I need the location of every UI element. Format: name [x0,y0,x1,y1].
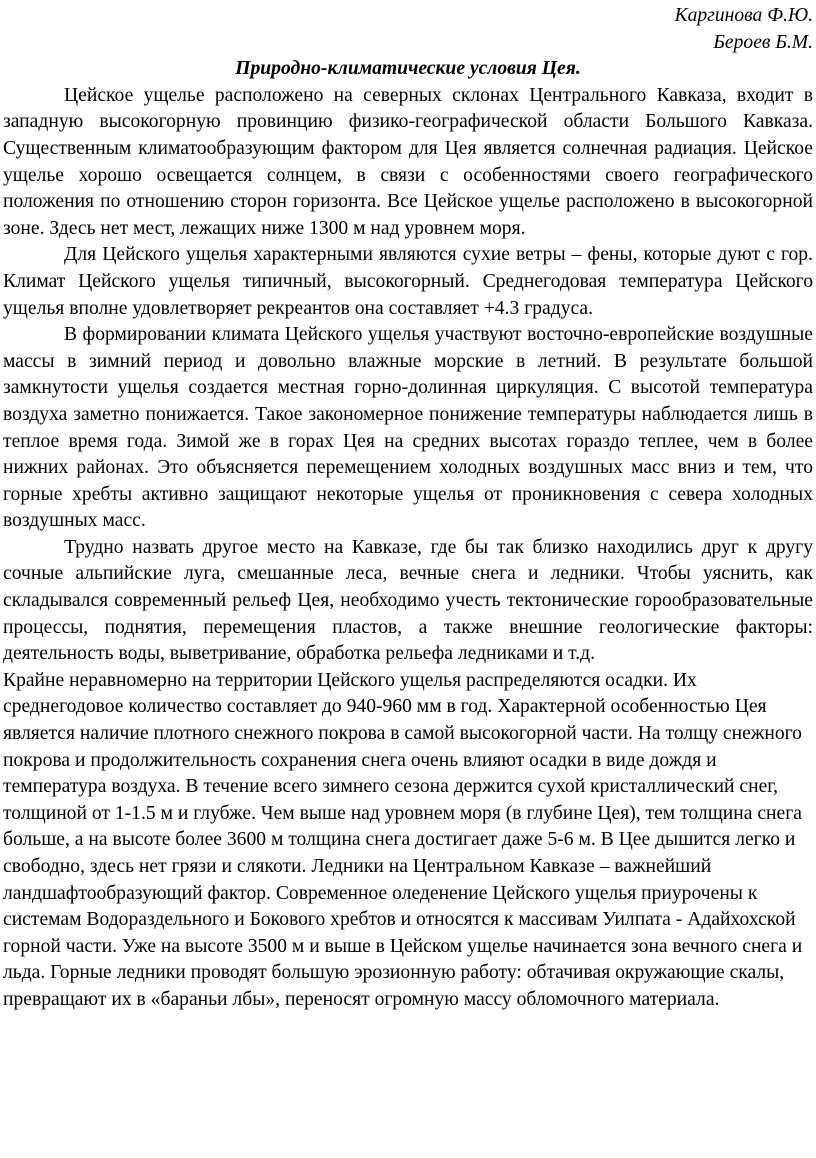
paragraph: Цейское ущелье расположено на северных склонах Центрального Кавказа, входит в западную высокогорную провинцию физико-географической области Большого Кавказа. Существенным климатообразующим фактором для Цея является солнечная радиация. Цейское ущелье хорошо освещается солнцем, в связи с особенностями своего географического положения по отношению сторон горизонта. Все Цейское ущелье расположено в высокогорной зоне. Здесь нет мест, лежащих ниже 1300 м над уровнем моря. [3,84,813,239]
paragraph: Трудно назвать другое место на Кавказе, где бы так близко находились друг к другу сочные альпийские луга, смешанные леса, вечные снега и ледники. Чтобы уяснить, как складывался современный рельеф Цея, необходимо учесть тектонические горообразовательные процессы, поднятия, перемещения пластов, а также внешние геологические факторы: деятельность воды, выветривание, обработка рельефа ледниками и т.д. [3,536,813,665]
paragraph: Для Цейского ущелья характерными являются сухие ветры – фены, которые дуют с гор. Климат Цейского ущелья типичный, высокогорный. Среднегодовая температура Цейского ущелья вполне удовлетворяет рекреантов она составляет +4.3 градуса. [3,244,813,319]
author-name: Каргинова Ф.Ю. [674,5,813,26]
document-title: Природно-климатические условия Цея. [235,58,581,80]
paragraph: Крайне неравномерно на территории Цейского ущелья распределяются осадки. Их среднегодовое количество составляет до 940-960 мм в год. Характерной особенностью Цея является наличие плотного снежного покрова в самой высокогорной части. На толщу снежного покрова и продолжительность сохранения снега очень влияют осадки в виде дождя и температура воздуха. В течение всего зимнего сезона держится сухой кристаллический снег, толщиной от 1-1.5 м и глубже. Чем выше над уровнем моря (в глубине Цея), тем толщина снега больше, а на высоте более 3600 м толщина снега достигает даже 5-6 м. В Цее дышится легко и свободно, здесь нет грязи и слякоти. Ледники на Центральном Кавказе – важнейший ландшафтообразующий фактор. Современное оледенение Цейского ущелья приурочены к системам Водораздельного и Бокового хребтов и относятся к массивам Уилпата - Адайхохской горной части. Уже на высоте 3500 м и выше в Цейском ущелье начинается зона вечного снега и льда. Горные ледники проводят большую эрозионную работу: обтачивая окружающие скалы, превращают их в «бараньи лбы», переносят огромную массу обломочного материала. [3,669,803,1010]
document-page [3,3,813,1014]
author-name: Бероев Б.М. [713,31,813,53]
paragraph: В формировании климата Цейского ущелья участвуют восточно-европейские воздушные массы в зимний период и довольно влажные морские в летний. В результате большой замкнутости ущелья создается местная горно-долинная циркуляция. С высотой температура воздуха заметно понижается. Такое закономерное понижение температуры наблюдается лишь в теплое время года. Зимой же в горах Цея на средних высотах гораздо теплее, чем в более нижних районах. Это объясняется перемещением холодных воздушных масс вниз и тем, что горные хребты активно защищают некоторые ущелья от проникновения с севера холодных воздушных масс. [3,324,813,532]
